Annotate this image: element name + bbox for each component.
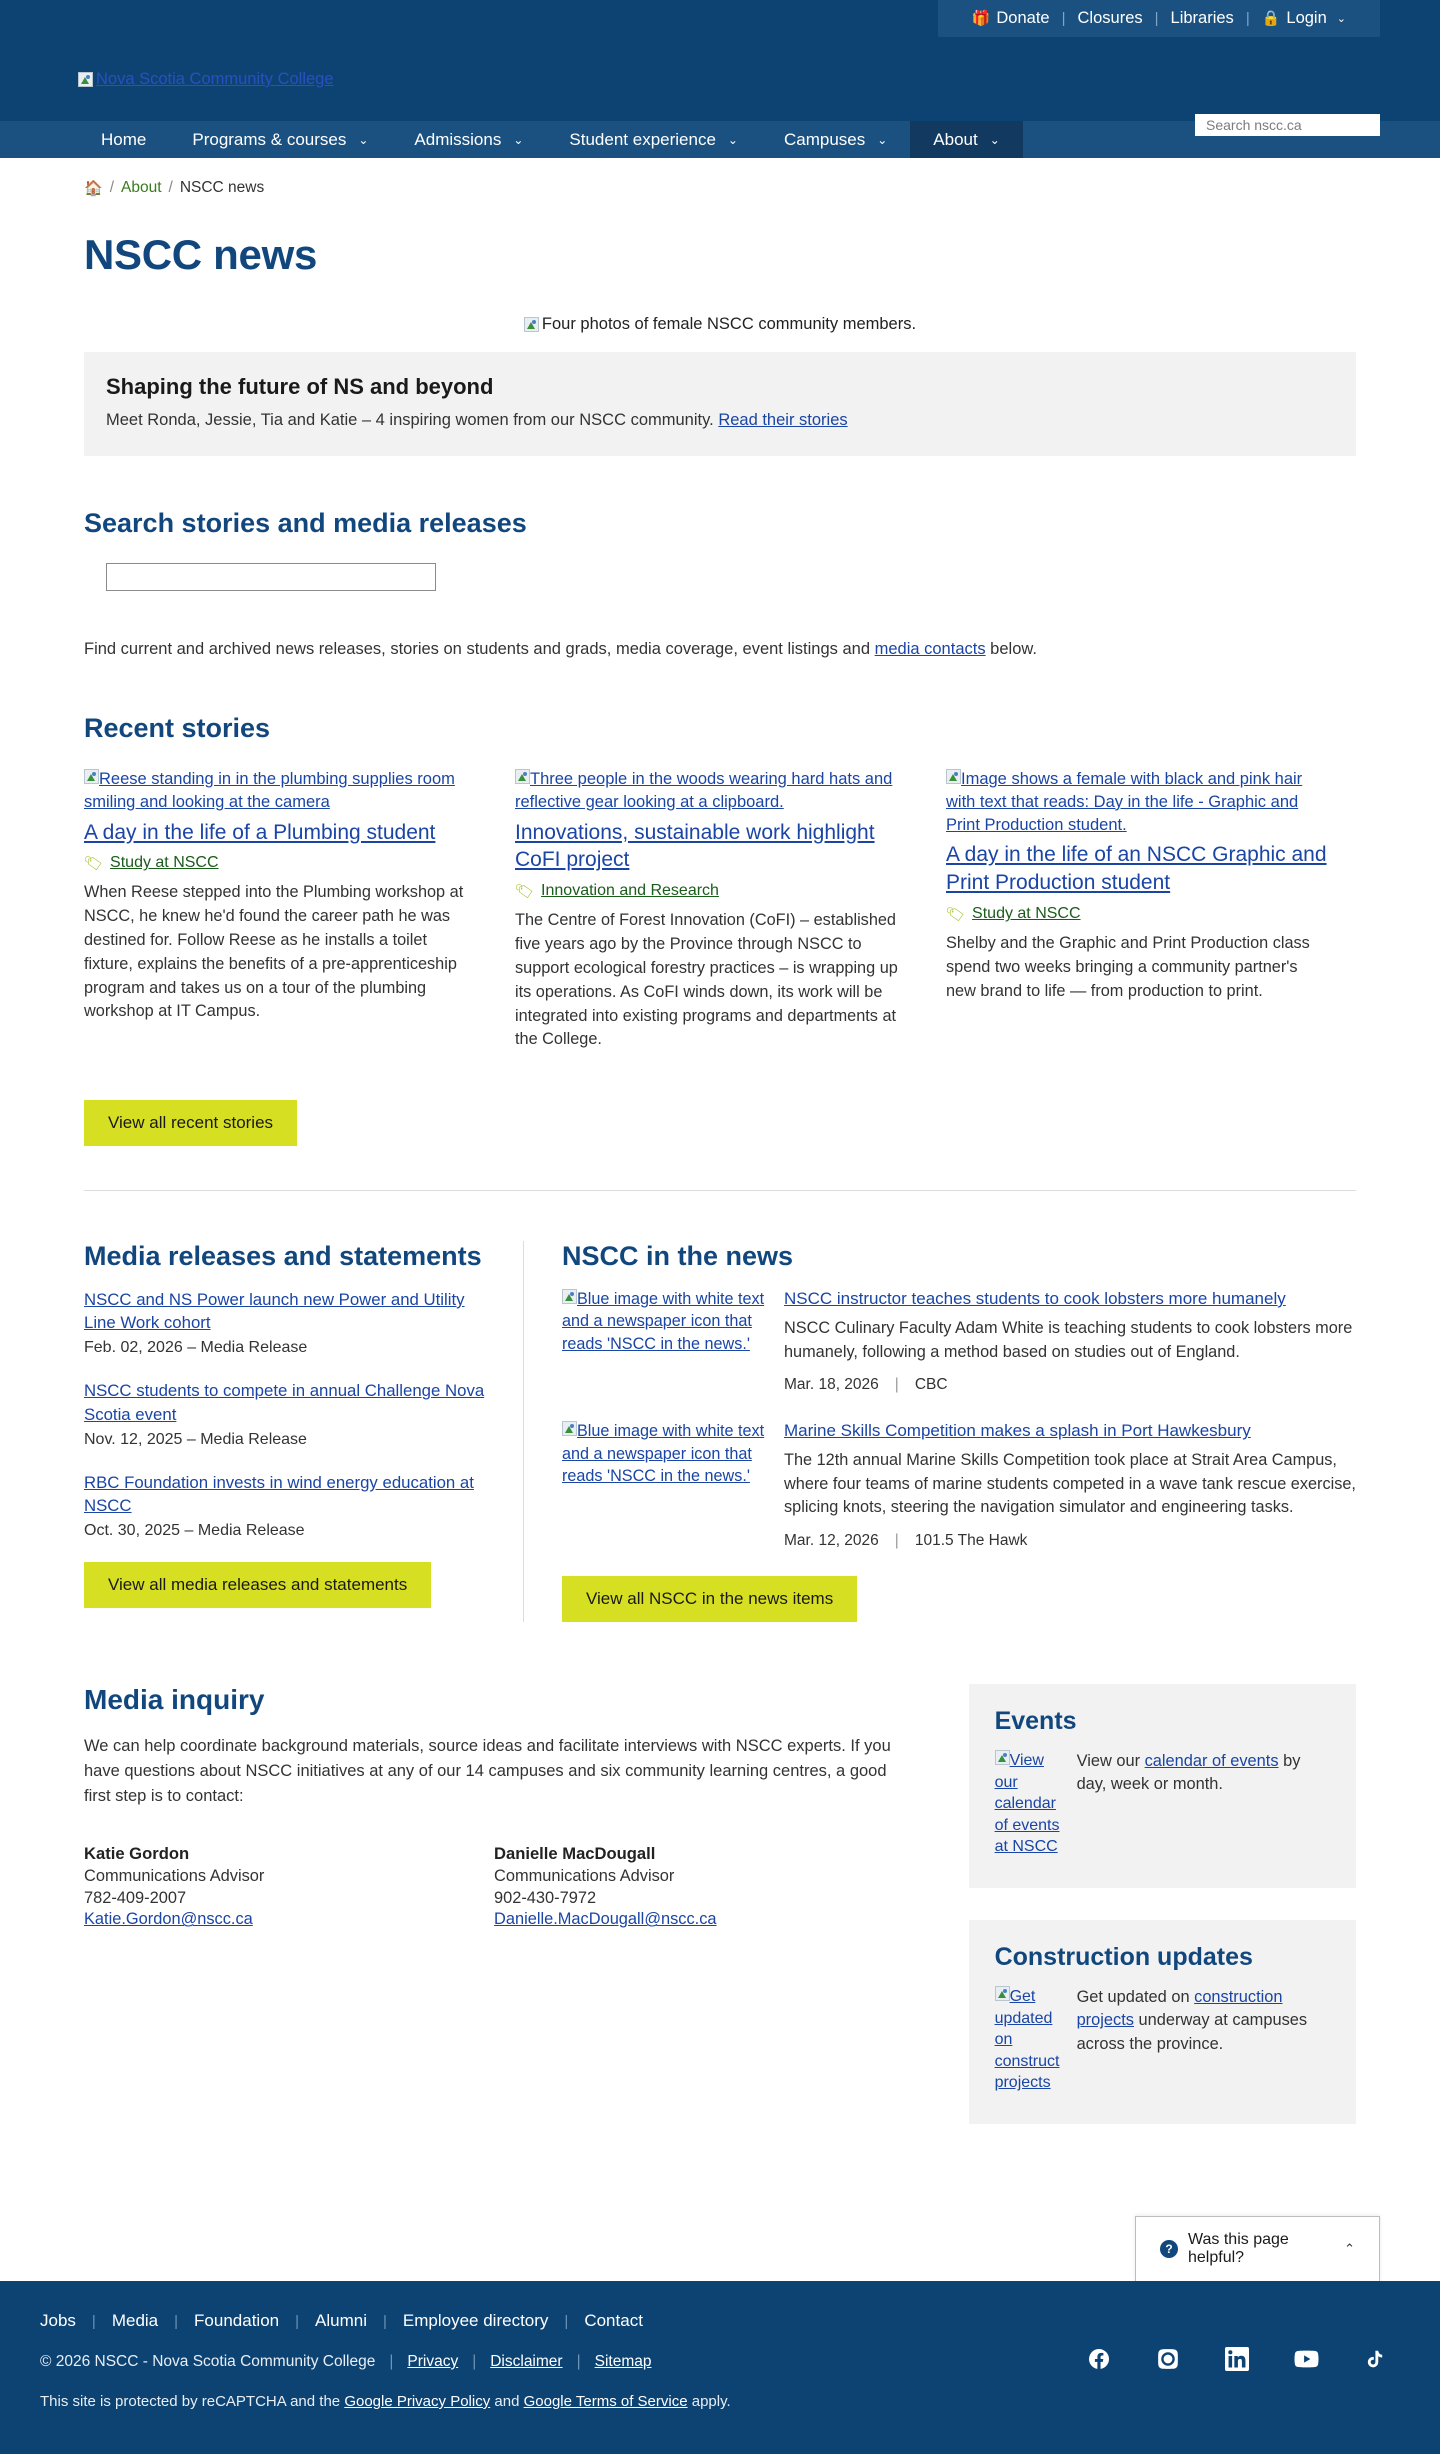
media-releases-cta-wrap bbox=[84, 1562, 485, 1608]
media-releases-column bbox=[84, 1241, 524, 1622]
tag-icon: 🏷 bbox=[944, 904, 967, 925]
linkedin-icon[interactable] bbox=[1211, 2347, 1263, 2371]
chevron-down-icon: ⌄ bbox=[989, 132, 1000, 147]
footer-copyright: © 2026 NSCC - Nova Scotia Community College bbox=[40, 2353, 376, 2370]
utility-separator: | bbox=[1245, 10, 1250, 27]
footer-separator: | bbox=[91, 2312, 96, 2330]
in-the-news-cta-wrap bbox=[562, 1576, 1356, 1622]
breadcrumb-item-current: NSCC news bbox=[179, 179, 265, 196]
events-text-before: View our bbox=[1076, 1752, 1145, 1771]
news-meta-separator: | bbox=[894, 1376, 899, 1394]
media-release-meta: Feb. 02, 2026 – Media Release bbox=[84, 1339, 308, 1357]
media-release-link[interactable]: NSCC students to compete in annual Challenge Nova Scotia event bbox=[84, 1381, 485, 1424]
story-tag-link[interactable]: Study at NSCC bbox=[972, 905, 1081, 923]
news-date: Mar. 12, 2026 bbox=[784, 1532, 879, 1550]
media-release-item bbox=[84, 1288, 485, 1357]
contact-email-link[interactable]: Katie.Gordon@nscc.ca bbox=[84, 1910, 253, 1929]
broken-image-icon bbox=[524, 317, 539, 332]
donate-label: Donate bbox=[996, 9, 1050, 27]
footer-link-privacy[interactable]: Privacy bbox=[407, 2353, 459, 2370]
news-body: The 12th annual Marine Skills Competition took place at Strait Area Campus, where four teams of marine students competed in a wave tank rescue exercise, splicing knots, steering the navigation simulator and engineering tasks. bbox=[784, 1451, 1356, 1517]
story-image-alt-text: Three people in the woods wearing hard hats and reflective gear looking at a clipboard. bbox=[515, 770, 893, 811]
facebook-icon[interactable] bbox=[1073, 2347, 1125, 2371]
feedback-label: Was this page helpful? bbox=[1188, 2231, 1289, 2266]
footer-separator: | bbox=[383, 2312, 387, 2330]
login-label: Login bbox=[1286, 9, 1327, 27]
nav-label: Admissions bbox=[414, 129, 502, 149]
events-text-after: by day, week or month. bbox=[1076, 1752, 1301, 1794]
login-link[interactable] bbox=[1250, 9, 1358, 28]
media-release-link[interactable]: RBC Foundation invests in wind energy education at NSCC bbox=[84, 1472, 474, 1515]
news-thumb-alt-text: Blue image with white text and a newspaper icon that reads 'NSCC in the news.' bbox=[562, 1422, 765, 1485]
story-title-link[interactable]: Innovations, sustainable work highlight CoFI project bbox=[515, 820, 875, 872]
construction-thumb-link[interactable] bbox=[995, 1986, 1065, 2094]
nav-label: Programs & courses bbox=[192, 129, 347, 149]
header-utility-bar bbox=[0, 0, 1440, 37]
story-title bbox=[946, 841, 1331, 897]
footer-inner bbox=[0, 2281, 1440, 2410]
utility-links bbox=[938, 0, 1380, 37]
intro-after: below. bbox=[985, 640, 1037, 658]
construction-text-before: Get updated on bbox=[1076, 1988, 1195, 2007]
was-this-page-helpful-widget[interactable] bbox=[1135, 2216, 1380, 2281]
story-image-alt-text: Reese standing in in the plumbing supplies room smiling and looking at the camera bbox=[84, 770, 455, 811]
footer-link-foundation[interactable]: Foundation bbox=[194, 2311, 280, 2330]
utility-separator: | bbox=[1061, 10, 1066, 27]
news-content bbox=[784, 1420, 1356, 1550]
nav-item-about[interactable] bbox=[910, 121, 1023, 158]
story-tag bbox=[515, 882, 900, 900]
recaptcha-text-after: apply. bbox=[687, 2393, 731, 2410]
story-image-link[interactable] bbox=[946, 768, 1331, 836]
logo-alt-text: Nova Scotia Community College bbox=[96, 70, 334, 88]
page-title: NSCC news bbox=[84, 231, 318, 278]
story-tag bbox=[84, 854, 469, 872]
view-all-media-releases-button[interactable]: View all media releases and statements bbox=[84, 1562, 431, 1608]
breadcrumb bbox=[84, 158, 1356, 197]
google-privacy-policy-link[interactable]: Google Privacy Policy bbox=[344, 2393, 491, 2410]
media-inquiry bbox=[84, 1684, 909, 2156]
news-source: CBC bbox=[914, 1376, 948, 1394]
events-widget-row bbox=[995, 1750, 1330, 1858]
utility-separator: | bbox=[1154, 10, 1159, 27]
feature-image-placeholder bbox=[84, 315, 1356, 334]
media-release-link[interactable]: NSCC and NS Power launch new Power and Utility Line Work cohort bbox=[84, 1290, 465, 1333]
broken-image-icon bbox=[995, 1986, 1010, 2001]
feature-heading: Shaping the future of NS and beyond bbox=[106, 374, 494, 399]
chevron-down-icon: ⌄ bbox=[1336, 13, 1346, 25]
question-icon: ? bbox=[1160, 2240, 1178, 2258]
news-meta bbox=[784, 1532, 1356, 1550]
contact-card bbox=[84, 1844, 494, 1929]
nav-item-student-experience[interactable] bbox=[546, 121, 761, 158]
contact-phone: 782-409-2007 bbox=[84, 1889, 187, 1908]
story-image-link[interactable] bbox=[84, 768, 469, 814]
section-divider bbox=[84, 1190, 1356, 1191]
feature-image-alt-text: Four photos of female NSCC community members. bbox=[541, 315, 917, 333]
nav-item-admissions[interactable] bbox=[391, 121, 546, 158]
construction-widget-row bbox=[995, 1986, 1330, 2094]
chevron-down-icon: ⌄ bbox=[727, 132, 738, 147]
header-logo-band bbox=[0, 37, 1440, 121]
view-all-in-the-news-button[interactable]: View all NSCC in the news items bbox=[562, 1576, 857, 1622]
chevron-down-icon: ⌄ bbox=[513, 132, 524, 147]
story-body: When Reese stepped into the Plumbing workshop at NSCC, he knew he'd found the career path he was destined for. Follow Reese as he installs a toilet fixture, explains the benefits of a pre-apprenticeship program and takes us on a tour of the plumbing workshop at IT Campus. bbox=[84, 883, 464, 1021]
construction-widget-text bbox=[1077, 1986, 1330, 2094]
site-footer bbox=[0, 2281, 1440, 2454]
breadcrumb-separator: / bbox=[168, 179, 173, 196]
intro-before: Find current and archived news releases, stories on students and grads, media coverage, event listings and bbox=[84, 640, 875, 658]
story-title bbox=[84, 819, 469, 847]
story-title-link[interactable]: A day in the life of an NSCC Graphic and Print Production student bbox=[946, 843, 1327, 895]
footer-link-alumni[interactable]: Alumni bbox=[315, 2311, 367, 2330]
story-search-heading: Search stories and media releases bbox=[84, 508, 527, 538]
broken-image-icon bbox=[995, 1750, 1010, 1765]
news-thumb-link[interactable] bbox=[562, 1420, 774, 1550]
media-inquiry-body: We can help coordinate background materials, source ideas and facilitate interviews with NSCC experts. If you have questions about NSCC initiatives at any of our 14 campuses and six community learning centres, a good first step is to contact: bbox=[84, 1737, 891, 1805]
story-image-link[interactable] bbox=[515, 768, 900, 814]
social-links bbox=[1073, 2347, 1400, 2371]
tag-icon: 🏷 bbox=[513, 881, 536, 902]
story-body: The Centre of Forest Innovation (CoFI) – established five years ago by the Province through NSCC to support ecological forestry practices – is wrapping up its operations. As CoFI winds down, its work will be integrated into existing programs and departments at the College. bbox=[515, 911, 898, 1049]
contact-email-link[interactable]: Danielle.MacDougall@nscc.ca bbox=[494, 1910, 717, 1929]
view-all-recent-stories-button[interactable]: View all recent stories bbox=[84, 1100, 297, 1146]
footer-separator: | bbox=[564, 2312, 569, 2330]
footer-link-employee-directory[interactable]: Employee directory bbox=[402, 2311, 549, 2330]
closures-label: Closures bbox=[1077, 9, 1143, 27]
footer-separator: | bbox=[174, 2312, 179, 2330]
chevron-down-icon: ⌄ bbox=[877, 132, 888, 147]
news-two-column bbox=[84, 1241, 1356, 1622]
news-thumb-alt-text: Blue image with white text and a newspaper icon that reads 'NSCC in the news.' bbox=[562, 1290, 765, 1353]
footer-link-sitemap[interactable]: Sitemap bbox=[594, 2353, 652, 2370]
story-card bbox=[946, 768, 1331, 1052]
nav-item-programs-courses[interactable] bbox=[169, 121, 391, 158]
footer-link-disclaimer[interactable]: Disclaimer bbox=[490, 2353, 563, 2370]
nav-label: Home bbox=[101, 129, 147, 149]
contact-role: Communications Advisor bbox=[84, 1867, 265, 1886]
broken-image-icon bbox=[84, 769, 99, 784]
feature-text: Meet Ronda, Jessie, Tia and Katie – 4 inspiring women from our NSCC community. bbox=[106, 411, 714, 429]
footer-recaptcha-notice bbox=[40, 2393, 1400, 2410]
intro-paragraph bbox=[84, 640, 1356, 659]
footer-link-contact[interactable]: Contact bbox=[584, 2311, 643, 2330]
site-search-input[interactable] bbox=[1204, 116, 1371, 134]
tiktok-icon[interactable] bbox=[1350, 2347, 1400, 2371]
media-release-item bbox=[84, 1379, 485, 1448]
calendar-of-events-link[interactable]: calendar of events bbox=[1144, 1752, 1279, 1771]
events-widget-text bbox=[1077, 1750, 1330, 1858]
news-meta bbox=[784, 1376, 1356, 1394]
footer-legal-row bbox=[40, 2353, 1400, 2393]
contact-name: Danielle MacDougall bbox=[494, 1844, 656, 1864]
construction-text-after: underway at campuses across the province. bbox=[1076, 2011, 1308, 2053]
story-card bbox=[515, 768, 900, 1052]
news-item bbox=[562, 1420, 1356, 1550]
recaptcha-text-mid: and bbox=[490, 2393, 524, 2410]
media-release-meta: Oct. 30, 2025 – Media Release bbox=[84, 1522, 305, 1540]
construction-updates-widget bbox=[969, 1920, 1356, 2124]
gift-icon: 🎁 bbox=[971, 10, 991, 27]
nav-item-campuses[interactable] bbox=[761, 121, 910, 158]
youtube-icon[interactable] bbox=[1280, 2347, 1333, 2371]
events-thumb-link[interactable] bbox=[995, 1750, 1065, 1858]
news-content bbox=[784, 1288, 1356, 1394]
feature-banner bbox=[84, 352, 1356, 456]
footer-separator: | bbox=[295, 2312, 300, 2330]
recaptcha-text-before: This site is protected by reCAPTCHA and the bbox=[40, 2393, 345, 2410]
news-title-link[interactable]: NSCC instructor teaches students to cook lobsters more humanely bbox=[784, 1289, 1286, 1309]
broken-image-icon bbox=[562, 1289, 577, 1304]
broken-image-icon bbox=[946, 769, 961, 784]
contacts-list bbox=[84, 1844, 909, 1929]
news-date: Mar. 18, 2026 bbox=[784, 1376, 879, 1394]
breadcrumb-separator: / bbox=[109, 179, 114, 196]
story-card bbox=[84, 768, 469, 1052]
media-release-meta: Nov. 12, 2025 – Media Release bbox=[84, 1430, 307, 1448]
contact-name: Katie Gordon bbox=[84, 1844, 190, 1864]
story-tag-link[interactable]: Study at NSCC bbox=[110, 854, 219, 872]
breadcrumb-item-about[interactable]: About bbox=[121, 179, 162, 196]
contact-role: Communications Advisor bbox=[494, 1867, 675, 1886]
story-tag bbox=[946, 905, 1331, 923]
site-logo-link[interactable] bbox=[78, 70, 334, 89]
story-tag-link[interactable]: Innovation and Research bbox=[541, 882, 719, 900]
donate-link[interactable] bbox=[960, 9, 1062, 28]
in-the-news-heading: NSCC in the news bbox=[562, 1241, 794, 1272]
media-inquiry-heading: Media inquiry bbox=[84, 1684, 265, 1716]
footer-separator: | bbox=[389, 2353, 394, 2370]
media-contacts-link[interactable]: media contacts bbox=[874, 640, 986, 658]
libraries-label: Libraries bbox=[1170, 9, 1234, 27]
news-body: NSCC Culinary Faculty Adam White is teaching students to cook lobsters more humanely, following a method based on studies out of England. bbox=[784, 1319, 1353, 1361]
contact-card bbox=[494, 1844, 904, 1929]
chevron-up-icon[interactable]: ⌃ bbox=[1344, 2241, 1355, 2256]
news-title-link[interactable]: Marine Skills Competition makes a splash in Port Hawkesbury bbox=[784, 1421, 1251, 1441]
chevron-down-icon: ⌄ bbox=[358, 132, 369, 147]
construction-widget-heading: Construction updates bbox=[994, 1943, 1253, 1972]
footer-separator: | bbox=[472, 2353, 477, 2370]
closures-link[interactable] bbox=[1066, 9, 1155, 28]
nav-item-home[interactable] bbox=[78, 121, 169, 158]
story-body: Shelby and the Graphic and Print Production class spend two weeks bringing a community partner's new brand to life — from production to print. bbox=[946, 934, 1310, 1000]
read-their-stories-link[interactable]: Read their stories bbox=[718, 411, 848, 429]
instagram-icon[interactable] bbox=[1142, 2347, 1194, 2371]
feedback-pill-wrap bbox=[0, 2216, 1440, 2281]
nav-label: Student experience bbox=[569, 129, 716, 149]
media-release-item bbox=[84, 1471, 485, 1540]
broken-image-icon bbox=[562, 1421, 577, 1436]
events-widget-heading: Events bbox=[994, 1707, 1077, 1736]
feature-text-row bbox=[106, 411, 1334, 430]
news-thumb-link[interactable] bbox=[562, 1288, 774, 1394]
recent-stories-cta-wrap bbox=[84, 1100, 1356, 1146]
story-search-input[interactable] bbox=[106, 563, 436, 591]
site-search-box[interactable] bbox=[1195, 114, 1380, 136]
lower-section bbox=[84, 1684, 1356, 2156]
home-icon[interactable]: 🏠 bbox=[84, 180, 103, 197]
nav-label: About bbox=[933, 129, 978, 149]
google-terms-of-service-link[interactable]: Google Terms of Service bbox=[523, 2393, 688, 2410]
contact-phone: 902-430-7972 bbox=[494, 1889, 597, 1908]
construction-thumb-alt-text: Get updated on construct projects bbox=[994, 1988, 1060, 2092]
recent-stories-heading: Recent stories bbox=[84, 713, 271, 743]
footer-link-jobs[interactable]: Jobs bbox=[40, 2311, 76, 2330]
story-search-form bbox=[84, 563, 1356, 591]
footer-links bbox=[40, 2281, 1400, 2353]
events-thumb-alt-text: View our calendar of events at NSCC bbox=[994, 1752, 1060, 1856]
news-item bbox=[562, 1288, 1356, 1394]
media-releases-heading: Media releases and statements bbox=[84, 1241, 482, 1272]
broken-image-icon bbox=[78, 72, 93, 87]
story-title bbox=[515, 819, 900, 875]
story-title-link[interactable]: A day in the life of a Plumbing student bbox=[84, 820, 436, 844]
libraries-link[interactable] bbox=[1159, 9, 1246, 28]
sidebar-widgets bbox=[969, 1684, 1356, 2156]
nav-label: Campuses bbox=[783, 129, 866, 149]
footer-separator: | bbox=[576, 2353, 581, 2370]
news-source: 101.5 The Hawk bbox=[914, 1532, 1028, 1550]
footer-link-media[interactable]: Media bbox=[111, 2311, 159, 2330]
events-widget bbox=[969, 1684, 1356, 1888]
lock-icon: 🔒 bbox=[1261, 10, 1281, 27]
news-meta-separator: | bbox=[894, 1532, 899, 1550]
tag-icon: 🏷 bbox=[82, 853, 105, 874]
in-the-news-column bbox=[524, 1241, 1356, 1622]
story-image-alt-text: Image shows a female with black and pink hair with text that reads: Day in the life - Graphic and Print Production student. bbox=[946, 770, 1303, 834]
construction-projects-link[interactable]: construction projects bbox=[1076, 1988, 1283, 2030]
broken-image-icon bbox=[515, 769, 530, 784]
recent-stories-grid bbox=[84, 768, 1356, 1052]
